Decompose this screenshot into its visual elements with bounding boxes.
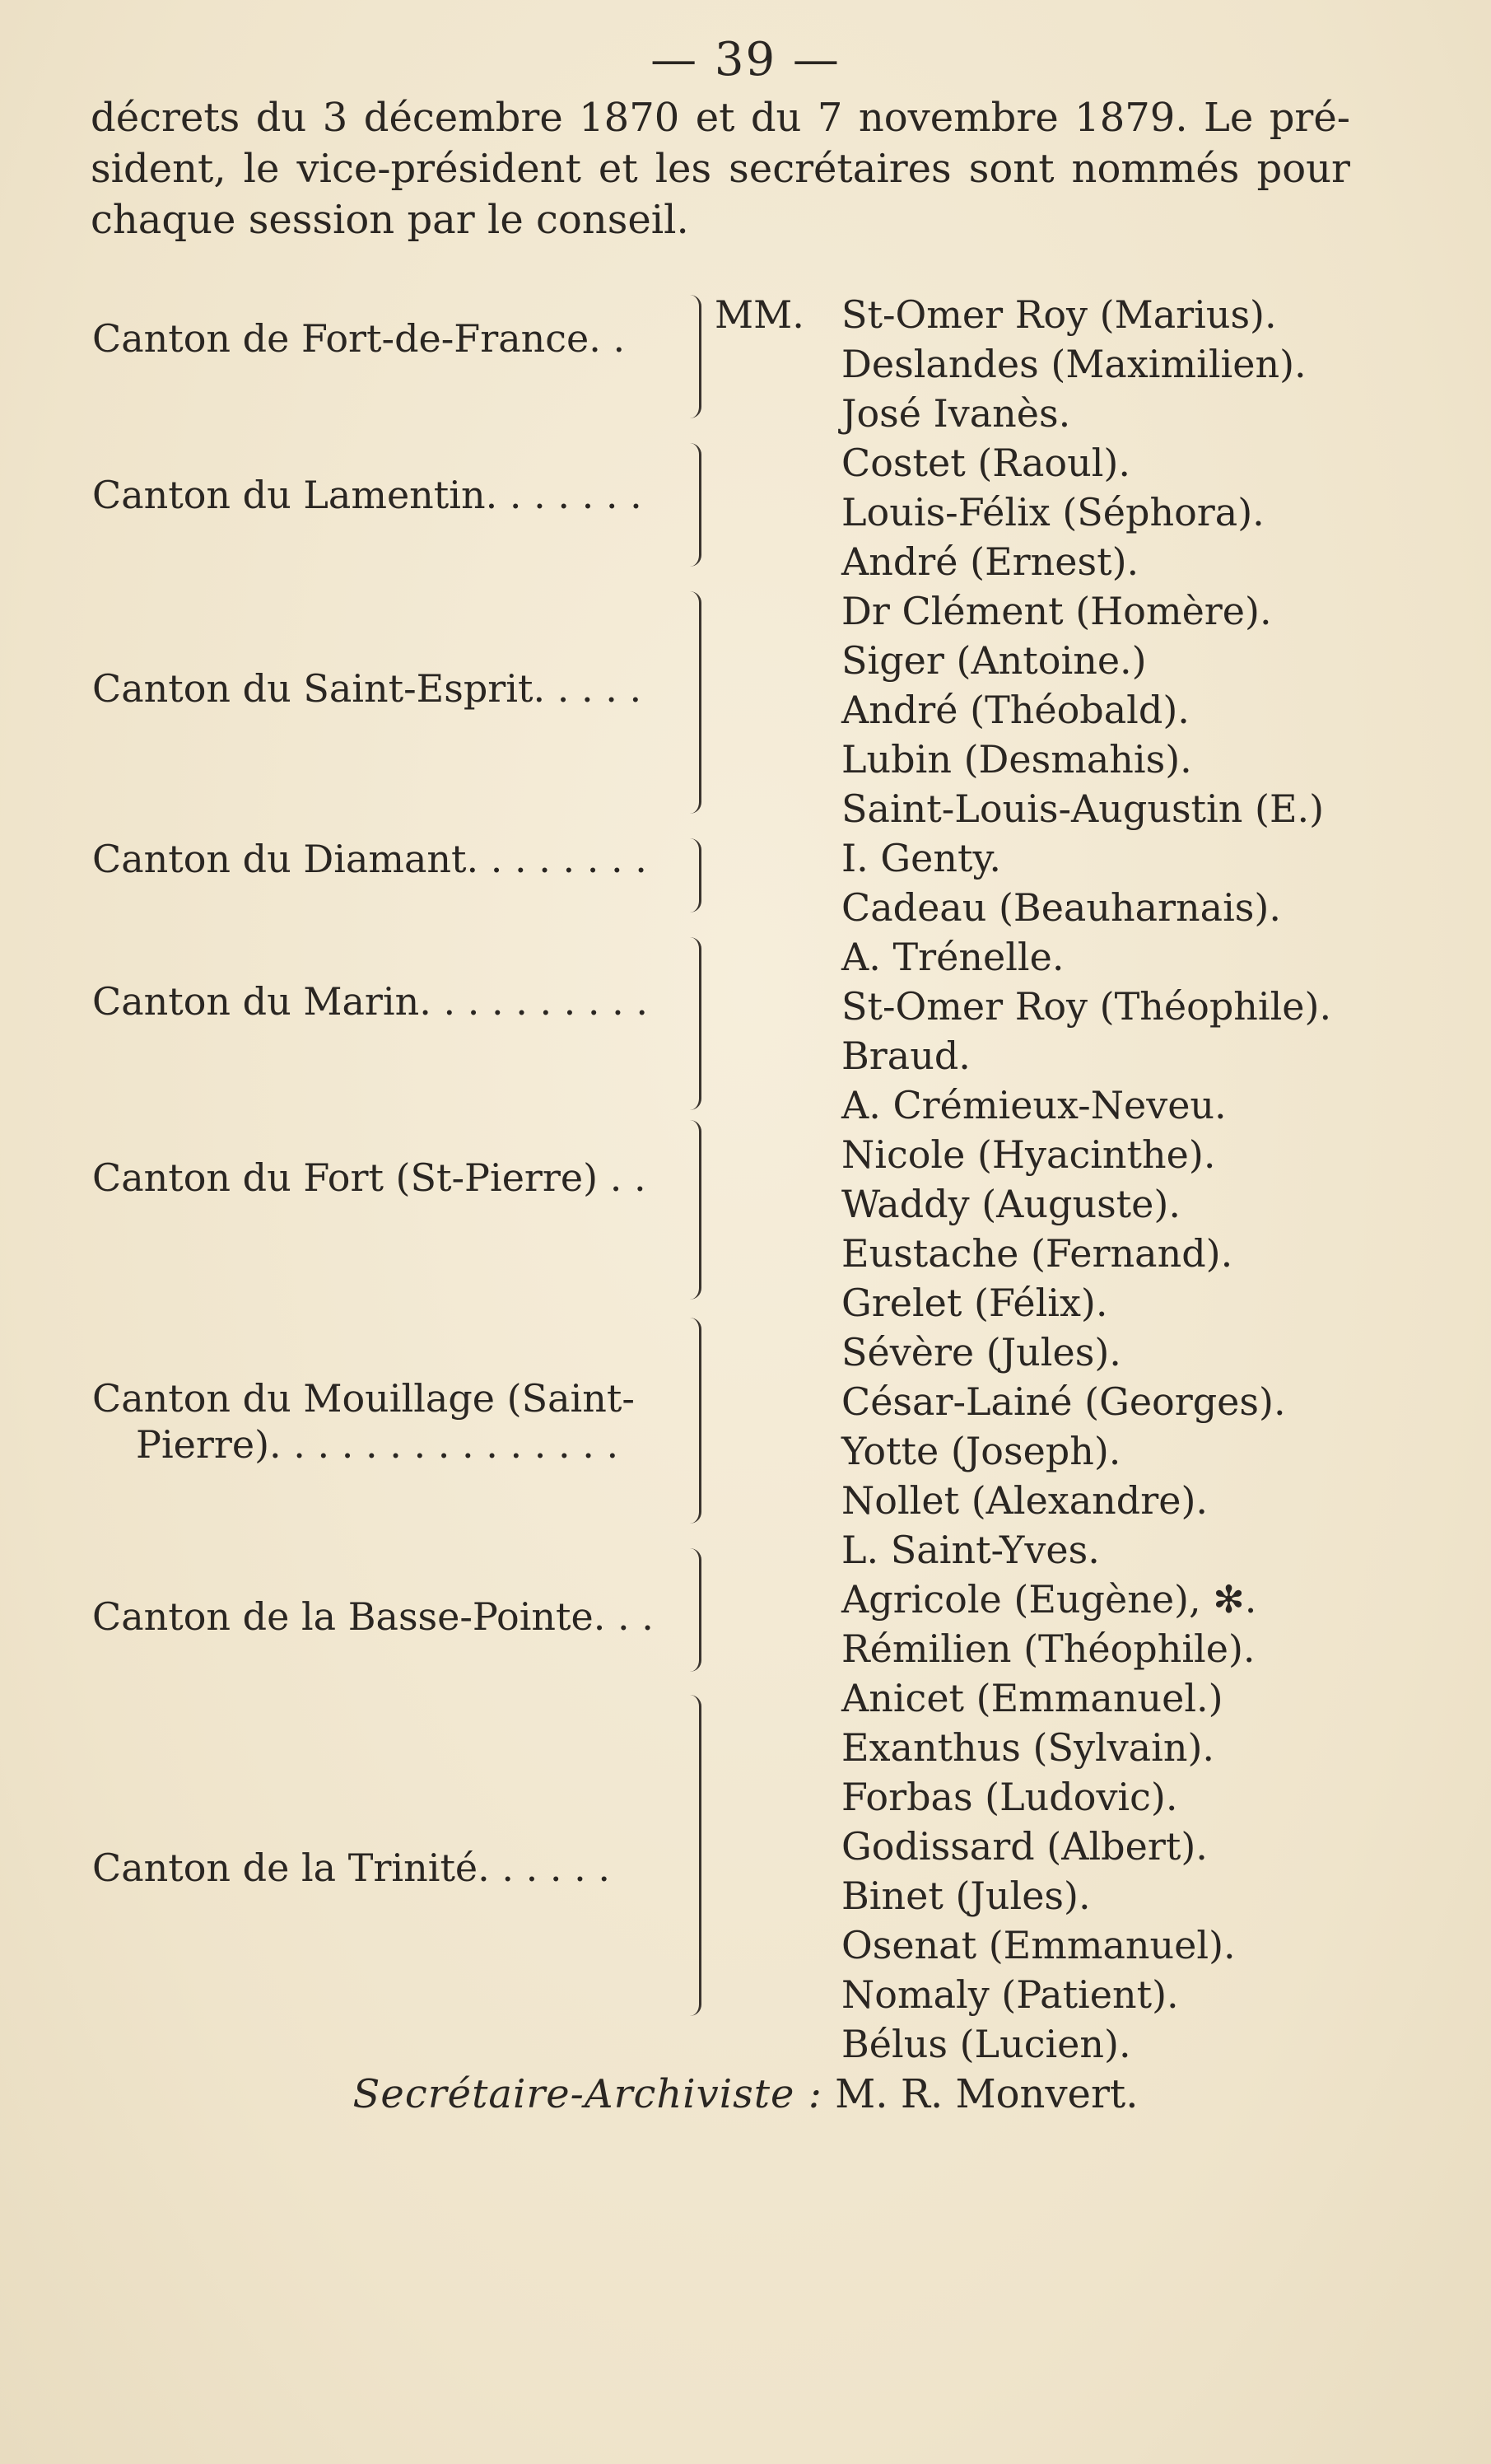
member-name: I. Genty. xyxy=(841,836,1001,880)
member-name: Forbas (Ludovic). xyxy=(841,1775,1178,1819)
footer-name: M. R. Monvert. xyxy=(835,2071,1139,2117)
brace xyxy=(687,1120,701,1300)
member-name: André (Ernest). xyxy=(841,539,1139,584)
member-name: Osenat (Emmanuel). xyxy=(841,1923,1236,1967)
member-name: Yotte (Joseph). xyxy=(841,1429,1121,1473)
member-name: Bélus (Lucien). xyxy=(841,2022,1131,2066)
brace xyxy=(687,937,701,1110)
canton-label: Canton de la Basse-Pointe. . . xyxy=(92,1594,654,1639)
canton-label: Canton de Fort-de-France. . xyxy=(92,316,626,361)
canton-label: Canton du Marin. . . . . . . . . . xyxy=(92,979,649,1024)
member-name: André (Théobald). xyxy=(841,688,1190,732)
brace xyxy=(687,443,701,567)
page-number: — 39 — xyxy=(650,33,841,86)
member-name: Nollet (Alexandre). xyxy=(841,1478,1209,1523)
brace xyxy=(687,1318,701,1524)
member-name: Louis-Félix (Séphora). xyxy=(841,490,1265,534)
member-name: Grelet (Félix). xyxy=(841,1281,1108,1325)
member-name: José Ivanès. xyxy=(841,391,1071,436)
member-name: Lubin (Desmahis). xyxy=(841,737,1192,782)
canton-label: Canton du Diamant. . . . . . . . xyxy=(92,837,647,881)
member-name: Saint-Louis-Augustin (E.) xyxy=(841,786,1325,831)
canton-label: Canton du Lamentin. . . . . . . xyxy=(92,473,642,517)
footer-role: Secrétaire-Archiviste : xyxy=(352,2071,822,2117)
mm-prefix: MM. xyxy=(715,292,804,337)
member-name: Nicole (Hyacinthe). xyxy=(841,1132,1216,1177)
intro-paragraph xyxy=(91,92,1350,245)
brace xyxy=(687,295,701,418)
intro-line: chaque session par le conseil. xyxy=(91,197,689,243)
member-name: St-Omer Roy (Marius). xyxy=(841,292,1277,337)
member-name: St-Omer Roy (Théophile). xyxy=(841,984,1332,1029)
intro-line: décrets du 3 décembre 1870 et du 7 novembre 1879. Le pré- xyxy=(91,95,1350,141)
member-name: Agricole (Eugène), ✻. xyxy=(841,1577,1257,1622)
canton-label: Pierre). . . . . . . . . . . . . . . xyxy=(136,1422,619,1467)
footer-signature xyxy=(0,2071,1491,2117)
member-name: Deslandes (Maximilien). xyxy=(841,342,1307,386)
brace xyxy=(687,838,701,912)
brace xyxy=(687,1548,701,1672)
canton-label: Canton de la Trinité. . . . . . xyxy=(92,1846,610,1890)
member-name: César-Lainé (Georges). xyxy=(841,1379,1286,1424)
member-name: Godissard (Albert). xyxy=(841,1824,1208,1869)
member-name: Siger (Antoine.) xyxy=(841,638,1147,683)
member-name: Waddy (Auguste). xyxy=(841,1182,1181,1226)
canton-label: Canton du Mouillage (Saint- xyxy=(92,1376,635,1421)
member-list xyxy=(841,290,1451,2069)
member-name: Cadeau (Beauharnais). xyxy=(841,885,1281,930)
member-name: Dr Clément (Homère). xyxy=(841,589,1272,633)
member-name: A. Trénelle. xyxy=(841,935,1065,979)
intro-line: sident, le vice-président et les secrétaires sont nommés pour xyxy=(91,146,1350,192)
canton-label: Canton du Fort (St-Pierre) . . xyxy=(92,1155,646,1200)
member-name: Binet (Jules). xyxy=(841,1874,1091,1918)
member-name: Rémilien (Théophile). xyxy=(841,1626,1256,1671)
canton-label: Canton du Saint-Esprit. . . . . xyxy=(92,666,642,711)
member-name: Costet (Raoul). xyxy=(841,441,1130,485)
member-name: Nomaly (Patient). xyxy=(841,1972,1179,2017)
member-name: L. Saint-Yves. xyxy=(841,1528,1100,1572)
brace xyxy=(687,1695,701,2016)
member-name: Exanthus (Sylvain). xyxy=(841,1725,1215,1770)
member-name: Eustache (Fernand). xyxy=(841,1231,1233,1276)
member-name: Braud. xyxy=(841,1034,971,1078)
member-name: A. Crémieux-Neveu. xyxy=(841,1083,1227,1127)
member-name: Sévère (Jules). xyxy=(841,1330,1121,1374)
member-name: Anicet (Emmanuel.) xyxy=(841,1676,1223,1720)
brace xyxy=(687,591,701,814)
